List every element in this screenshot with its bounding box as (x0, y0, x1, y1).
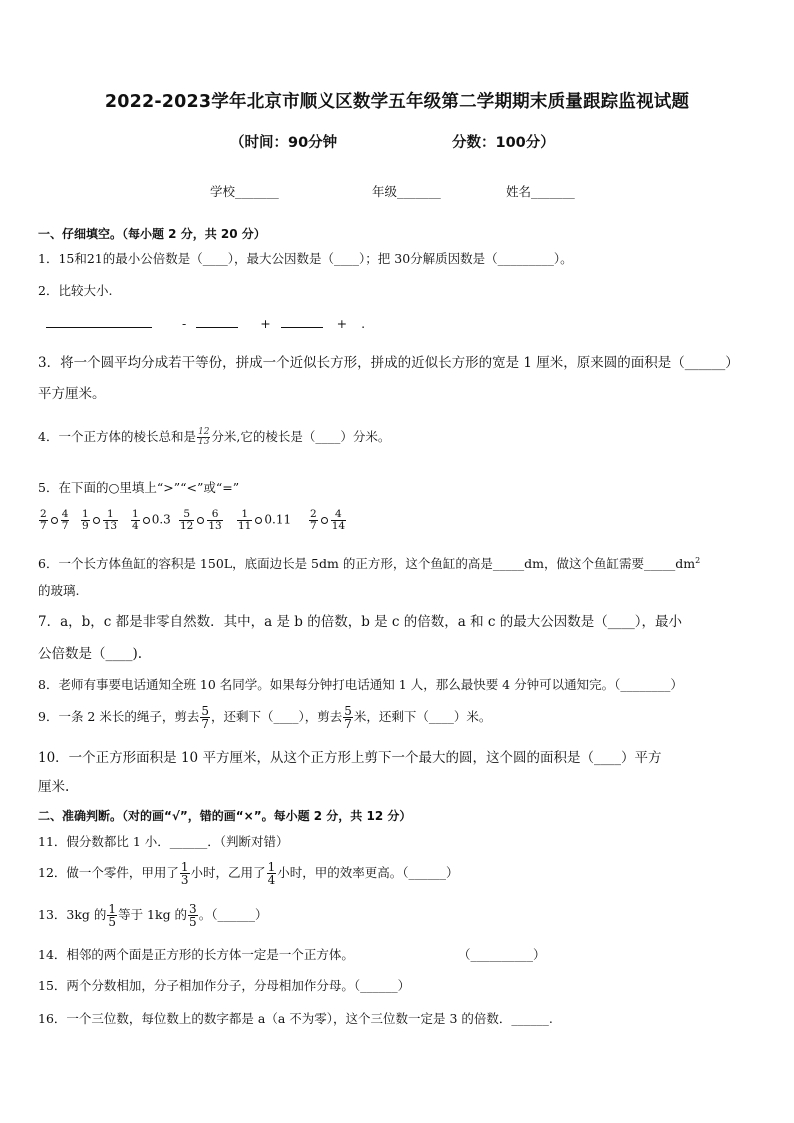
question-9: 9．一条 2 米长的绳子，剪去 $\frac{5}{7}$ ，还剩下（____），剪去 $\frac{5}{7}$ 米，还剩下（____）米。 (38, 704, 492, 731)
fraction: $\frac{1}{5}$ (108, 902, 117, 929)
question-16: 16．一个三位数，每位数上的数字都是 a（a 不为零），这个三位数一定是 3 的倍数．______. (38, 1011, 553, 1026)
fraction: $\frac{1}{3}$ (180, 860, 189, 887)
question-2: 2．比较大小. (38, 283, 113, 298)
section-1-heading: 一、仔细填空。（每小题 2 分，共 20 分） (38, 227, 266, 241)
compare-circle[interactable] (93, 517, 100, 524)
fraction: $\frac{3}{5}$ (189, 902, 197, 929)
fraction: $\frac{1}{4}$ (267, 860, 276, 887)
question-7-line-2: 公倍数是（____). (38, 646, 143, 662)
question-5: 5．在下面的○里填上“>”“<”或“=” (38, 480, 240, 495)
compare-circle[interactable] (321, 517, 328, 524)
question-14: 14．相邻的两个面是正方形的长方体一定是一个正方体。 (38, 947, 354, 962)
question-13: 13．3kg 的 $\frac{1}{5}$ 等于 1kg 的 $\frac{3}{5}$ 。（______） (38, 902, 268, 929)
question-11: 11．假分数都比 1 小．______．（判断对错） (38, 834, 289, 849)
compare-pair-1: $\frac{2}{7}$ $\frac{4}{7}$ (40, 508, 69, 532)
exam-score: 分数：100分） (452, 135, 555, 151)
compare-pair-4: $\frac{5}{12}$ $\frac{6}{13}$ (180, 508, 222, 532)
grade-field[interactable]: 年级_______ (372, 184, 441, 199)
answer-blank[interactable] (281, 316, 323, 328)
question-10-line-2: 厘米. (38, 779, 70, 795)
question-15: 15．两个分数相加，分子相加作分子，分母相加作分母。（______） (38, 978, 411, 993)
question-2-compare-row (46, 316, 365, 332)
answer-blank[interactable] (46, 316, 152, 328)
section-2-heading: 二、准确判断。（对的画“√”，错的画“×”。每小题 2 分，共 12 分） (38, 809, 412, 823)
question-10-line-1: 10．一个正方形面积是 10 平方厘米，从这个正方形上剪下一个最大的圆，这个圆的面积是（____）平方 (38, 750, 662, 766)
compare-pair-2: $\frac{1}{9}$ $\frac{1}{13}$ (82, 508, 118, 532)
question-14-answer-blank[interactable]: （__________） (458, 947, 546, 962)
fraction: $\frac{5}{7}$ (201, 704, 209, 731)
fraction: $\frac{5}{7}$ (344, 704, 352, 731)
question-4: 4．一个正方体的棱长总和是 $\frac{12}{13}$ 分米,它的棱长是（____）分米。 (38, 427, 391, 447)
compare-circle[interactable] (255, 517, 262, 524)
period: . (361, 316, 366, 331)
exam-time: （时间：90分钟 (230, 135, 338, 151)
compare-circle[interactable] (197, 517, 204, 524)
minus-sign: - (181, 316, 187, 331)
page-title: 2022-2023学年北京市顺义区数学五年级第二学期期末质量跟踪监视试题 (104, 92, 690, 112)
compare-circle[interactable] (143, 517, 150, 524)
question-3-line-2: 平方厘米。 (38, 386, 106, 402)
plus-sign: + (336, 316, 348, 331)
question-8: 8．老师有事要电话通知全班 10 名同学。如果每分钟打电话通知 1 人，那么最快要 4 分钟可以通知完。（________） (38, 677, 683, 692)
compare-pair-3: $\frac{1}{4}$ 0.3 (132, 508, 171, 532)
answer-blank[interactable] (196, 316, 238, 328)
compare-circle[interactable] (51, 517, 58, 524)
question-12: 12．做一个零件，甲用了 $\frac{1}{3}$ 小时，乙用了 $\frac{1}{4}$ 小时，甲的效率更高。（______） (38, 860, 459, 887)
plus-sign: + (260, 316, 271, 331)
question-7-line-1: 7．a，b，c 都是非零自然数．其中，a 是 b 的倍数，b 是 c 的倍数，a 和 c 的最大公因数是（____），最小 (38, 614, 683, 630)
compare-pair-5: $\frac{1}{11}$ 0.11 (238, 508, 292, 532)
fraction: $\frac{12}{13}$ (197, 427, 210, 447)
question-6-line-1: 6．一个长方体鱼缸的容积是 150L，底面边长是 5dm 的正方形，这个鱼缸的高是_____dm，做这个鱼缸需要$\_\_\_\_\_dm^2$ (38, 556, 701, 572)
compare-pair-6: $\frac{2}{7}$ $\frac{4}{14}$ (310, 508, 346, 532)
question-1: 1．15和21的最小公倍数是（____），最大公因数是（____）；把 30分解质因数是（_________）。 (38, 251, 573, 266)
name-field[interactable]: 姓名_______ (506, 184, 575, 199)
question-3-line-1: 3．将一个圆平均分成若干等份，拼成一个近似长方形，拼成的近似长方形的宽是 1 厘米，原来圆的面积是（______） (38, 355, 739, 371)
question-6-line-2: 的玻璃. (38, 583, 80, 598)
school-field[interactable]: 学校_______ (210, 184, 279, 199)
